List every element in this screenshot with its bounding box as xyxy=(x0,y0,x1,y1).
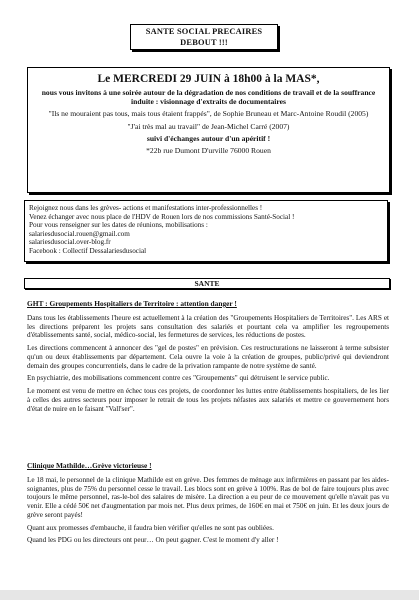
event-followup: suivi d'échanges autour d'un apéritif ! xyxy=(146,133,271,143)
event-film-2: "J'ai très mal au travail" de Jean-Michel Carré (2007) xyxy=(127,121,290,131)
join-line: Pour vous renseigner sur les dates de réunions, mobilisations : xyxy=(29,221,208,230)
event-film-1: "Ils ne mouraient pas tous, mais tous étaient frappés", de Sophie Bruneau et Marc-Antoine Roudil (2005) xyxy=(48,109,369,119)
join-blog: salariesdusocial.over-blog.fr xyxy=(29,238,111,247)
join-email: salariesdusocial.rouen@gmail.com xyxy=(29,229,130,238)
section-bar-sante: SANTE xyxy=(24,278,390,289)
article-mathilde xyxy=(27,462,389,549)
article-paragraph: En psychiatrie, des mobilisations commencent contre ces "Groupements" qui détruisent le service public. xyxy=(27,374,330,383)
article-mathilde-title: Clinique Mathilde…Grève victorieuse ! xyxy=(27,461,152,470)
event-heading: Le MERCREDI 29 JUIN à 18h00 à la MAS*, xyxy=(97,73,320,85)
title-line-2: DEBOUT !!! xyxy=(180,37,228,47)
article-paragraph: Dans tous les établissements l'heure est actuellement à la création des "Groupements Hospitaliers de Territoires". Les ARS et les directions préparent les projets sans consultation des salariés et pourtant cela va amplifier les regroupements d'établissements santé, social, médico-social, les fermetures de services, les réductions de postes. xyxy=(27,313,389,340)
article-ght-title: GHT : Groupements Hospitaliers de Territoire : attention danger ! xyxy=(27,299,237,308)
event-intro: nous vous invitons à une soirée autour de la dégradation de nos conditions de travail et de la souffrance induite : visionnage d'extraits de documentaires xyxy=(41,88,376,107)
event-box xyxy=(27,67,390,193)
article-paragraph: Le moment est venu de mettre en échec tous ces projets, de coordonner les luttes entre établissements hospitaliers, de les lier à celles des autres secteurs pour imposer le retrait de tous les projets néfastes aux salariés et mettre ce gouvernement hors d'état de nuire en le faisant "Vall'ser". xyxy=(27,387,389,413)
article-ght xyxy=(27,300,389,417)
title-box xyxy=(130,24,278,50)
event-address: *22b rue Dumont D'urville 76000 Rouen xyxy=(146,146,271,156)
page-bottom-strip xyxy=(0,590,419,600)
join-box xyxy=(24,200,388,262)
join-line: Venez échanger avec nous place de l'HDV de Rouen lors de nos commissions Santé-Social ! xyxy=(29,212,295,221)
article-paragraph: Quand les PDG ou les directeurs ont peur… On peut gagner. C'est le moment d'y aller ! xyxy=(27,536,279,545)
article-paragraph: Les directions commencent à annoncer des "gel de postes" en prévision. Ces restructurations ne laisseront à terme subsister qu'un ou deux établissements par département. Cela ouvre la voie à la création de groupes, public/privé qui deviendront demain des groupes concurrentiels, dans le cadre de la privation rampante de notre système de santé. xyxy=(27,344,389,370)
article-paragraph: Le 18 mai, le personnel de la clinique Mathilde est en grève. Des femmes de ménage aux infirmières en passant par les aides-soignantes, plus de 75% du personnel cesse le travail. Les blocs sont en grève à 100%. Ras de bol de faire toujours plus avec toujours le même personnel, ras-le-bol des salaires de misère. La direction a eu peur de ce mouvement qu'elle n'avait pas vu venir. Elle a cédé 50€ net d'augmentation par mois net. Plus deux primes, de 160€ en mai et 750€ en juin. Et les deux jours de grève seront payés! xyxy=(27,475,389,519)
join-facebook: Facebook : Collectif Dessalariesdusocial xyxy=(29,246,147,255)
article-paragraph: Quant aux promesses d'embauche, il faudra bien vérifier qu'elles ne sont pas oubliées. xyxy=(27,523,274,532)
join-line: Rejoignez nous dans les grèves- actions et manifestations inter-professionnelles ! xyxy=(29,204,263,212)
title-line-1: SANTE SOCIAL PRECAIRES xyxy=(145,27,263,36)
